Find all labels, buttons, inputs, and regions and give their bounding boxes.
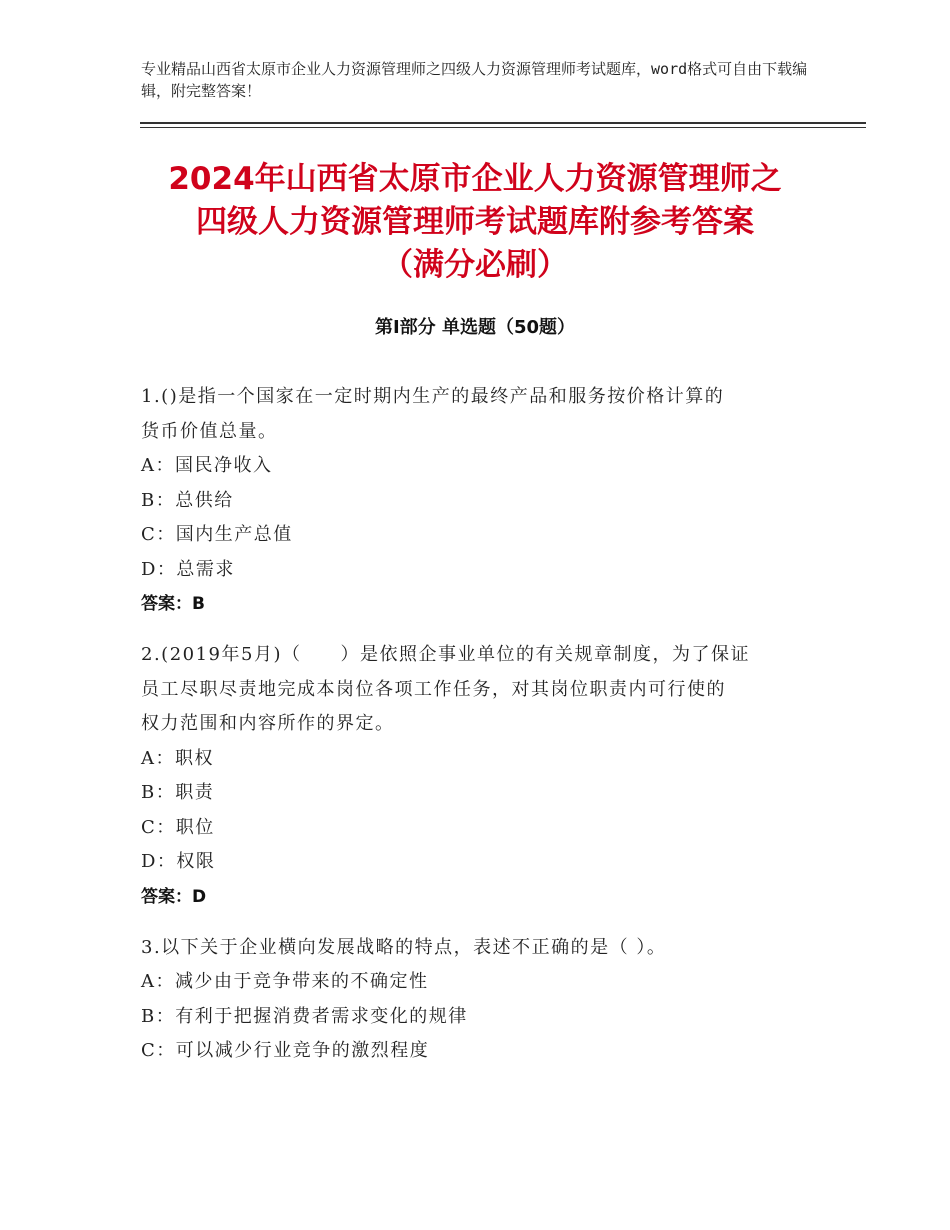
title-line-2: 四级人力资源管理师考试题库附参考答案 bbox=[196, 204, 754, 240]
question-1-option-d: D：总需求 bbox=[141, 558, 235, 580]
title-line-1: 2024年山西省太原市企业人力资源管理师之 bbox=[168, 161, 782, 197]
header-rule-thick bbox=[140, 122, 866, 124]
question-list bbox=[141, 380, 821, 1086]
question-1-stem-line-2: 货币价值总量。 bbox=[141, 420, 278, 442]
document-title bbox=[100, 158, 850, 287]
question-2-stem-line-2: 员工尽职尽责地完成本岗位各项工作任务，对其岗位职责内可行使的 bbox=[141, 678, 726, 700]
question-2-option-b: B：职责 bbox=[141, 782, 215, 803]
question-2-option-d: D：权限 bbox=[141, 851, 216, 872]
header-rule-thin bbox=[140, 127, 866, 128]
question-2-stem-line-1: 2.(2019年5月)（ ）是依照企事业单位的有关规章制度，为了保证 bbox=[141, 644, 750, 665]
question-1-answer: 答案：B bbox=[141, 594, 205, 614]
question-1 bbox=[141, 380, 821, 621]
question-1-option-b: B：总供给 bbox=[141, 489, 234, 511]
question-2-answer: 答案：D bbox=[141, 886, 207, 907]
question-1-stem-line-1: 1.()是指一个国家在一定时期内生产的最终产品和服务按价格计算的 bbox=[141, 386, 725, 407]
question-2-option-c: C：职位 bbox=[141, 816, 215, 838]
title-line-3: （满分必刷） bbox=[382, 247, 568, 283]
question-2 bbox=[141, 638, 821, 914]
question-3-stem-line-1: 3.以下关于企业横向发展战略的特点，表述不正确的是（ ）。 bbox=[141, 936, 667, 958]
question-2-option-a: A：职权 bbox=[141, 747, 214, 769]
header-note: 专业精品山西省太原市企业人力资源管理师之四级人力资源管理师考试题库，word格式可自由下载编辑，附完整答案！ bbox=[141, 60, 808, 100]
question-3-option-c: C：可以减少行业竞争的激烈程度 bbox=[141, 1040, 430, 1061]
question-3 bbox=[141, 931, 821, 1069]
question-1-option-c: C：国内生产总值 bbox=[141, 524, 293, 545]
question-2-stem-line-3: 权力范围和内容所作的界定。 bbox=[141, 713, 395, 734]
question-3-option-b: B：有利于把握消费者需求变化的规律 bbox=[141, 1005, 468, 1027]
section-heading: 第Ⅰ部分 单选题（50题） bbox=[374, 317, 575, 338]
question-1-option-a: A：国民净收入 bbox=[141, 455, 273, 476]
question-3-option-a: A：减少由于竞争带来的不确定性 bbox=[141, 971, 429, 992]
